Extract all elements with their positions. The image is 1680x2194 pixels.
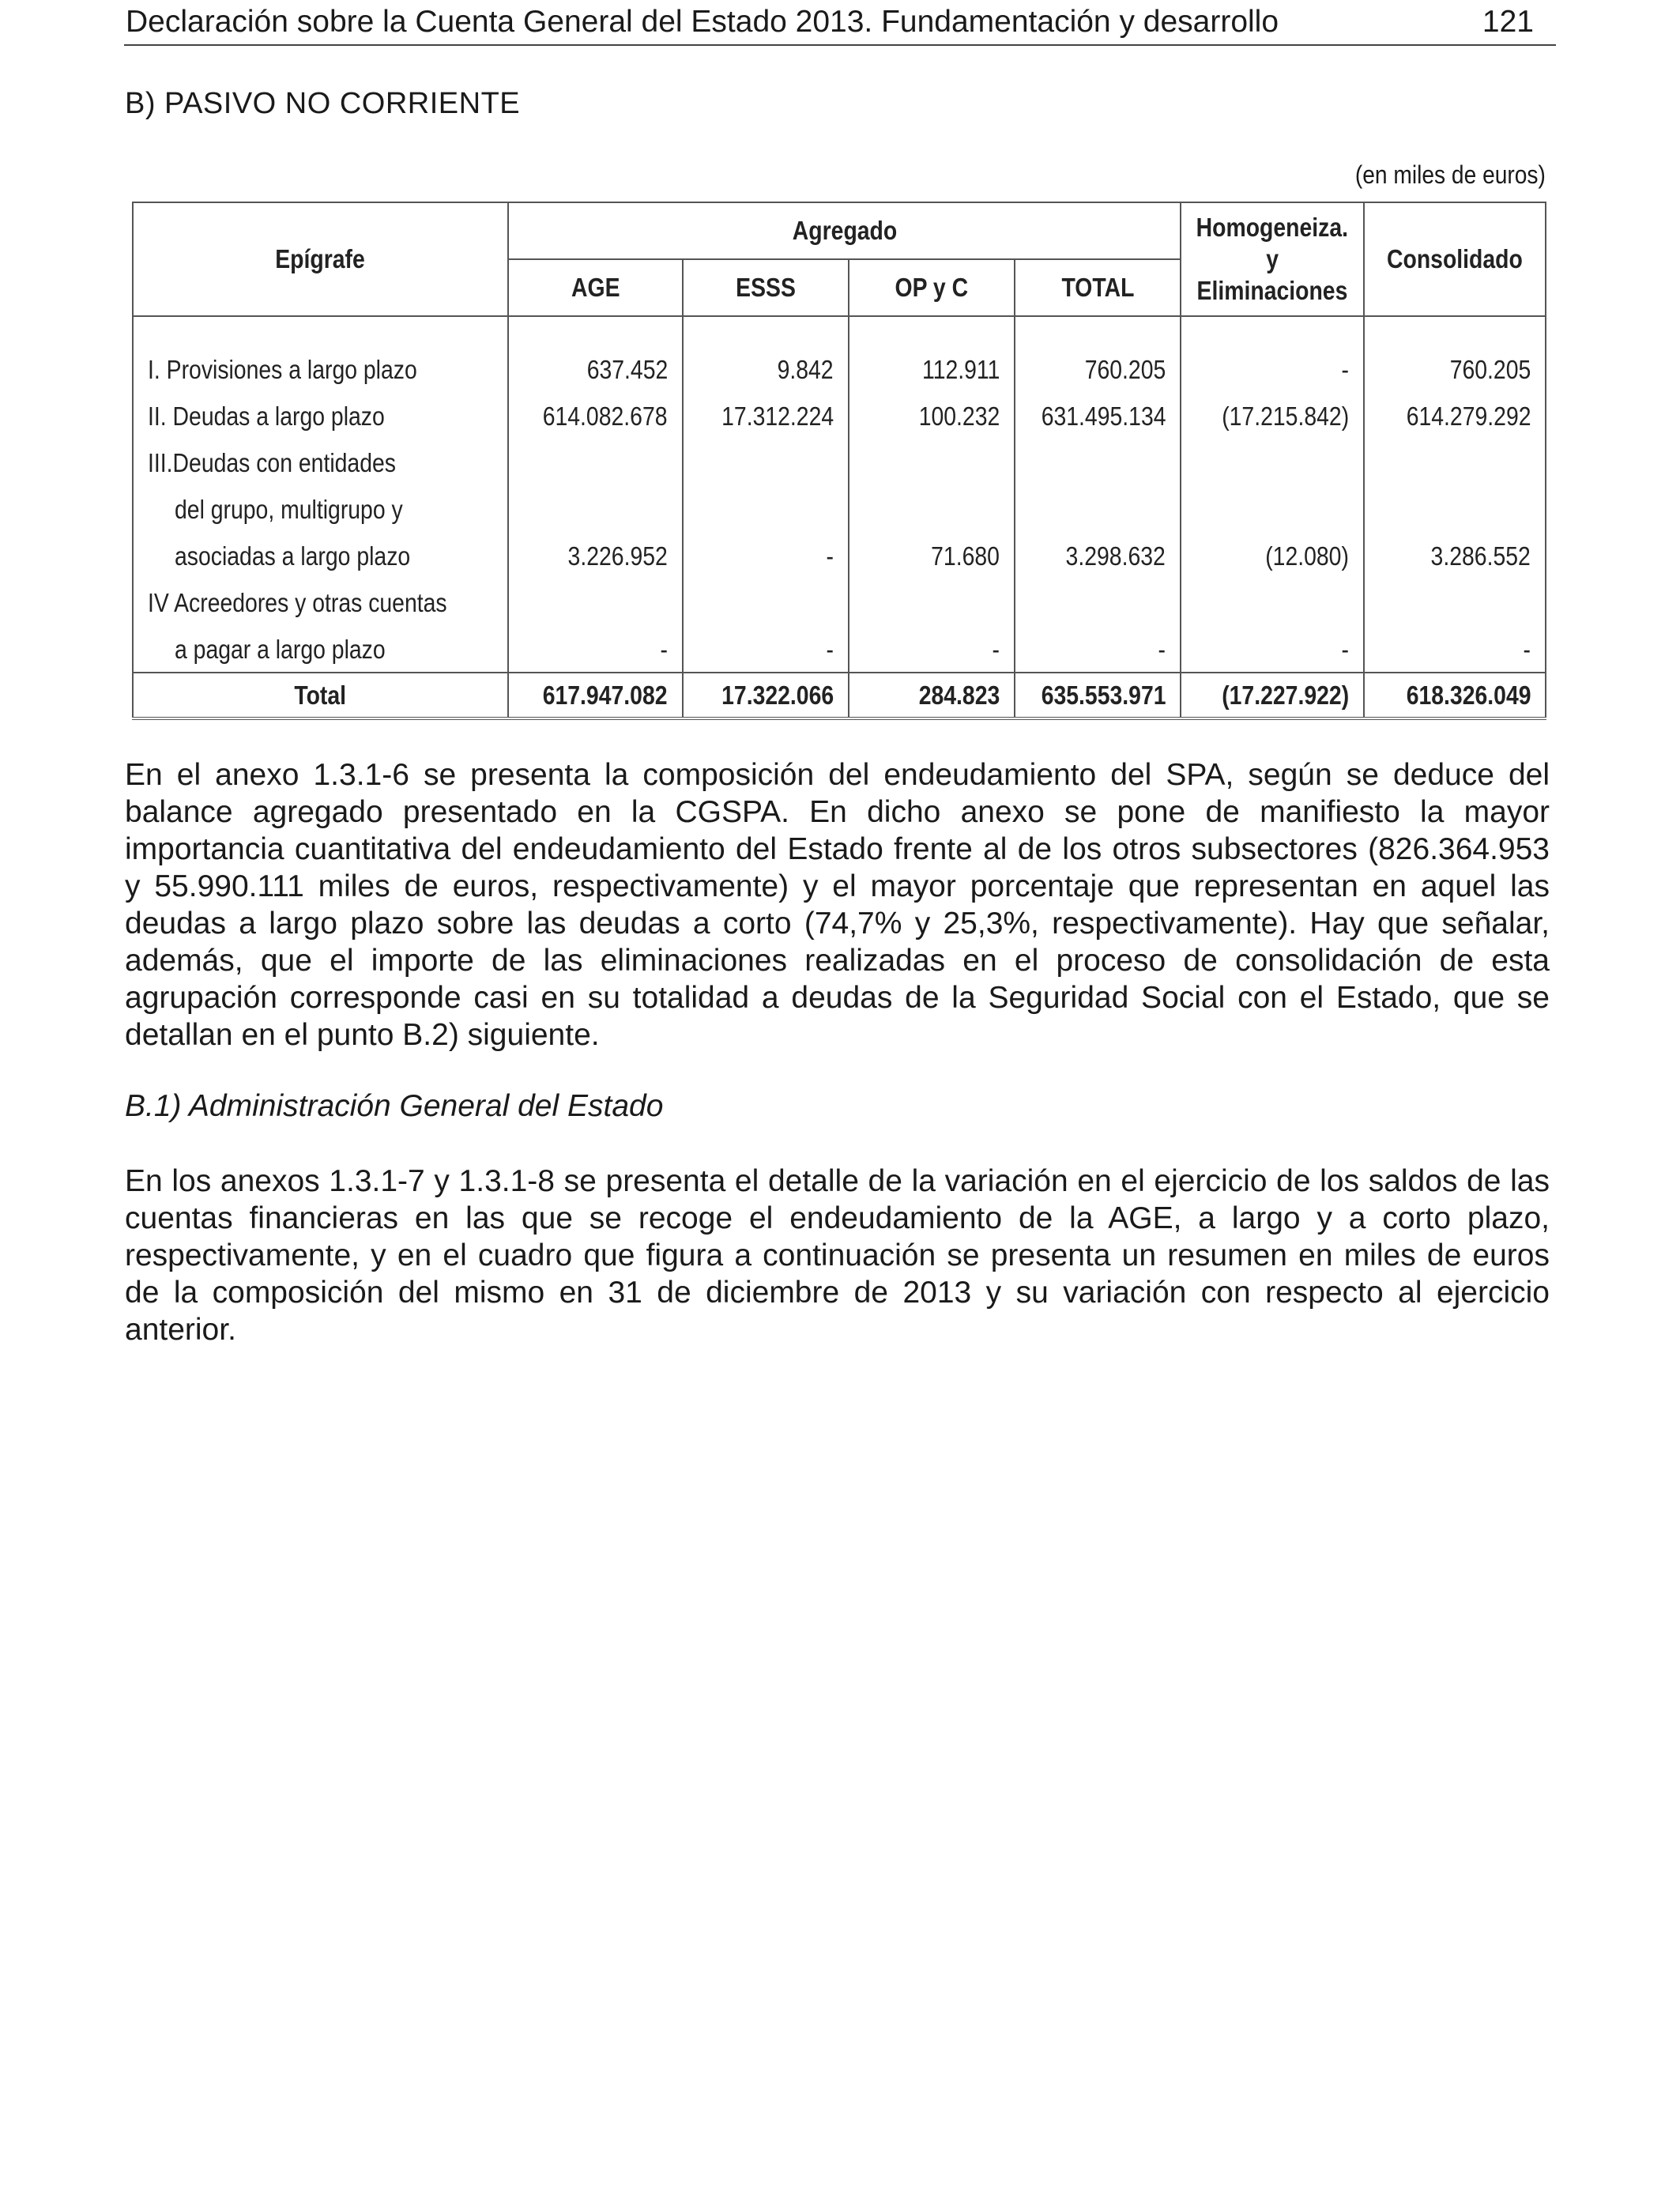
cell-opyc: 100.232 [849, 385, 1015, 432]
cell-consolidado: 3.286.552 [1364, 525, 1546, 571]
cell-age: - [508, 618, 683, 665]
cell-consolidado [1364, 432, 1546, 478]
spacer-cell [683, 665, 849, 673]
cell-opyc: 112.911 [849, 338, 1015, 385]
cell-consolidado: 760.205 [1364, 338, 1546, 385]
table-row [133, 478, 1546, 525]
header-age: AGE [508, 259, 683, 316]
header-total: TOTAL [1015, 259, 1181, 316]
cell-total: 760.205 [1015, 338, 1181, 385]
cell-homogeneizacion: - [1181, 338, 1364, 385]
cell-opyc: - [849, 618, 1015, 665]
cell-opyc: 71.680 [849, 525, 1015, 571]
row-label: II. Deudas a largo plazo [133, 385, 508, 432]
total-total: 635.553.971 [1015, 673, 1181, 718]
total-label: Total [133, 673, 508, 718]
header-epigrafe: Epígrafe [133, 202, 508, 316]
spacer-cell [1015, 665, 1181, 673]
header-opyc: OP y C [849, 259, 1015, 316]
spacer-cell [133, 316, 508, 338]
spacer-cell [1364, 665, 1546, 673]
total-homogeneizacion: (17.227.922) [1181, 673, 1364, 718]
pasivo-no-corriente-table [132, 202, 1546, 720]
cell-homogeneizacion [1181, 571, 1364, 618]
row-label: IV Acreedores y otras cuentas [133, 571, 508, 618]
total-opyc: 284.823 [849, 673, 1015, 718]
cell-esss: - [683, 618, 849, 665]
cell-homogeneizacion [1181, 478, 1364, 525]
subheading: B.1) Administración General del Estado [125, 1089, 664, 1123]
cell-total [1015, 571, 1181, 618]
cell-consolidado: - [1364, 618, 1546, 665]
table-row [133, 618, 1546, 665]
table-row [133, 385, 1546, 432]
cell-total: 3.298.632 [1015, 525, 1181, 571]
cell-esss: 17.312.224 [683, 385, 849, 432]
spacer-cell [1181, 665, 1364, 673]
spacer-cell [1181, 316, 1364, 338]
table-spacer-row [133, 665, 1546, 673]
cell-opyc [849, 478, 1015, 525]
cell-esss: - [683, 525, 849, 571]
cell-total: - [1015, 618, 1181, 665]
spacer-cell [1015, 316, 1181, 338]
cell-age: 3.226.952 [508, 525, 683, 571]
cell-total: 631.495.134 [1015, 385, 1181, 432]
header-homogeneizacion: Homogeneiza. y Eliminaciones [1181, 202, 1364, 316]
cell-opyc [849, 571, 1015, 618]
total-esss: 17.322.066 [683, 673, 849, 718]
cell-consolidado [1364, 478, 1546, 525]
total-consolidado: 618.326.049 [1364, 673, 1546, 718]
cell-esss [683, 432, 849, 478]
table-spacer-row [133, 316, 1546, 338]
spacer-cell [1364, 316, 1546, 338]
cell-age [508, 571, 683, 618]
cell-homogeneizacion: (12.080) [1181, 525, 1364, 571]
cell-opyc [849, 432, 1015, 478]
row-label: I. Provisiones a largo plazo [133, 338, 508, 385]
table-body [133, 316, 1546, 673]
cell-consolidado [1364, 571, 1546, 618]
table-row [133, 525, 1546, 571]
spacer-cell [849, 316, 1015, 338]
cell-total [1015, 432, 1181, 478]
cell-esss: 9.842 [683, 338, 849, 385]
row-label: a pagar a largo plazo [133, 618, 508, 665]
page-number: 121 [1482, 5, 1534, 39]
page-header [124, 0, 1556, 46]
header-esss: ESSS [683, 259, 849, 316]
cell-total [1015, 478, 1181, 525]
cell-consolidado: 614.279.292 [1364, 385, 1546, 432]
section-title: B) PASIVO NO CORRIENTE [125, 87, 521, 120]
header-consolidado: Consolidado [1364, 202, 1546, 316]
spacer-cell [133, 665, 508, 673]
row-label: asociadas a largo plazo [133, 525, 508, 571]
cell-homogeneizacion [1181, 432, 1364, 478]
cell-esss [683, 478, 849, 525]
document-title: Declaración sobre la Cuenta General del Estado 2013. Fundamentación y desarrollo [126, 5, 1279, 39]
table-row [133, 432, 1546, 478]
row-label: III.Deudas con entidades [133, 432, 508, 478]
unit-note: (en miles de euros) [1354, 160, 1546, 189]
table-row [133, 571, 1546, 618]
cell-age: 614.082.678 [508, 385, 683, 432]
spacer-cell [508, 316, 683, 338]
total-age: 617.947.082 [508, 673, 683, 718]
table-row [133, 338, 1546, 385]
cell-esss [683, 571, 849, 618]
spacer-cell [508, 665, 683, 673]
cell-homogeneizacion: - [1181, 618, 1364, 665]
header-agregado: Agregado [508, 202, 1181, 259]
paragraph-1: En el anexo 1.3.1-6 se presenta la composición del endeudamiento del SPA, según se deduce del balance agregado presentado en la CGSPA. En dicho anexo se pone de manifiesto la mayor importancia cuantitativa del endeudamiento del Estado frente al de los otros subsectores (826.364.953 y 55.990.111 miles de euros, respectivamente) y el mayor porcentaje que representan en aquel las deudas a largo plazo sobre las deudas a corto (74,7% y 25,3%, respectivamente). Hay que señalar, además, que el importe de las eliminaciones realizadas en el proceso de consolidación de esta agrupación corresponde casi en su totalidad a deudas de la Seguridad Social con el Estado, que se detallan en el punto B.2) siguiente. [125, 758, 1550, 1052]
paragraph-2: En los anexos 1.3.1-7 y 1.3.1-8 se presenta el detalle de la variación en el ejercicio de los saldos de las cuentas financieras en las que se recoge el endeudamiento de la AGE, a largo y a corto plazo, respectivamente, y en el cuadro que figura a continuación se presenta un resumen en miles de euros de la composición del mismo en 31 de diciembre de 2013 y su variación con respecto al ejercicio anterior. [125, 1164, 1550, 1347]
cell-age [508, 478, 683, 525]
spacer-cell [849, 665, 1015, 673]
cell-age [508, 432, 683, 478]
spacer-cell [683, 316, 849, 338]
row-label: del grupo, multigrupo y [133, 478, 508, 525]
cell-age: 637.452 [508, 338, 683, 385]
cell-homogeneizacion: (17.215.842) [1181, 385, 1364, 432]
table-total-row [133, 673, 1546, 718]
